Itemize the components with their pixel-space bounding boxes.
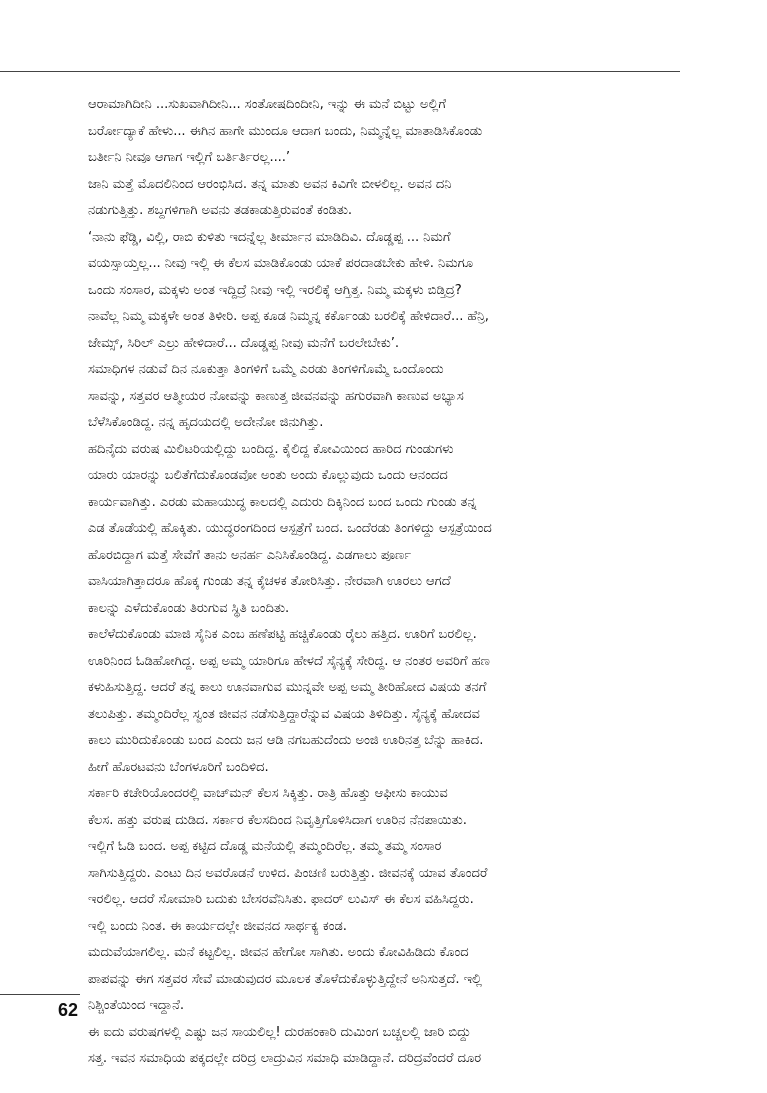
text-line: ‘ನಾನು ಫೆಡ್ಡಿ, ವಿಲ್ಲಿ, ರಾಬಿ ಕುಳಿತು ಇದನ್ನೆಲ್ಲ ತೀರ್ಮಾನ ಮಾಡಿದಿವಿ. ದೊಡ್ಡಪ್ಪ ... ನಿಮಗೆ xyxy=(88,229,451,245)
text-line: ಊರಿನಿಂದ ಓಡಿಹೋಗಿದ್ದ. ಅಪ್ಪ ಅಮ್ಮ ಯಾರಿಗೂ ಹೇಳದೆ ಸೈನ್ಯಕ್ಕೆ ಸೇರಿದ್ದ. ಆ ನಂತರ ಅವರಿಗೆ ಹಣ xyxy=(88,653,490,669)
text-line: ಕಳುಹಿಸುತ್ತಿದ್ದ. ಆದರೆ ತನ್ನ ಕಾಲು ಊನವಾಗುವ ಮುನ್ನವೇ ಅಪ್ಪ ಅಮ್ಮ ತೀರಿಹೋದ ವಿಷಯ ತನಗೆ xyxy=(88,680,487,695)
text-line: ಸತ್ತ. ಇವನ ಸಮಾಧಿಯ ಪಕ್ಕದಲ್ಲೇ ದರಿದ್ರ ಲಾದ್ರುವಿನ ಸಮಾಧಿ ಮಾಡಿದ್ದಾನೆ. ದರಿದ್ರವೆಂದರೆ ದೂರ xyxy=(88,1051,482,1066)
text-line: ವಯಸ್ಸಾಯ್ತಲ್ಲ... ನೀವು ಇಲ್ಲಿ ಈ ಕೆಲಸ ಮಾಡಿಕೊಂಡು ಯಾಕೆ ಪರದಾಡಬೇಕು ಹೇಳಿ. ನಿಮಗೂ xyxy=(88,256,474,271)
text-line: ಹೊರಬಿದ್ದಾಗ ಮತ್ತೆ ಸೇವೆಗೆ ತಾನು ಅನರ್ಹ ಎನಿಸಿಕೊಂಡಿದ್ದ. ಎಡಗಾಲು ಪೂರ್ಣ xyxy=(88,547,412,563)
page-number: 62 xyxy=(58,1000,79,1020)
body-text xyxy=(88,92,684,1073)
text-line: ತಲುಪಿತ್ತು. ತಮ್ಮಂದಿರೆಲ್ಲ ಸ್ವಂತ ಜೀವನ ನಡೆಸುತ್ತಿದ್ದಾರೆನ್ನುವ ವಿಷಯ ತಿಳಿದಿತ್ತು. ಸೈನ್ಯಕ್ಕೆ ಹೋದವ xyxy=(88,706,480,722)
text-line: ನಾವೆಲ್ಲ ನಿಮ್ಮ ಮಕ್ಕಳೇ ಅಂತ ತಿಳೀರಿ. ಅಪ್ಪ ಕೂಡ ನಿಮ್ಮನ್ನ ಕರ್ಕೊಂಡು ಬರಲಿಕ್ಕೆ ಹೇಳಿದಾರೆ... ಹೆನ್ರಿ, xyxy=(88,309,489,324)
text-line: ನಿಶ್ಚಿಂತೆಯಿಂದ ಇದ್ದಾನೆ. xyxy=(88,998,184,1013)
text-line: ಕೆಲಸ. ಹತ್ತು ವರುಷ ದುಡಿದ. ಸರ್ಕಾರ ಕೆಲಸದಿಂದ ನಿವೃತ್ತಿಗೊಳಿಸಿದಾಗ ಊರಿನ ನೆನಪಾಯಿತು. xyxy=(88,812,467,828)
text-line: ಇಲ್ಲಿಗೆ ಓಡಿ ಬಂದ. ಅಪ್ಪ ಕಟ್ಟಿದ ದೊಡ್ಡ ಮನೆಯಲ್ಲಿ ತಮ್ಮಂದಿರೆಲ್ಲ. ತಮ್ಮ ತಮ್ಮ ಸಂಸಾರ xyxy=(88,839,442,854)
text-line: ಹೀಗೆ ಹೊರಟವನು ಬೆಂಗಳೂರಿಗೆ ಬಂದಿಳಿದ. xyxy=(88,759,269,775)
text-line: ಬರ್ರೋದ್ಯಾಕೆ ಹೇಳು... ಈಗಿನ ಹಾಗೇ ಮುಂದೂ ಆದಾಗ ಬಂದು, ನಿಮ್ಮನ್ನೆಲ್ಲ ಮಾತಾಡಿಸಿಕೊಂಡು xyxy=(88,123,483,139)
text-line: ಯಾರು ಯಾರನ್ನು ಬಲಿತೆಗೆದುಕೊಂಡವೋ ಅಂತು ಅಂದು ಕೊಲ್ಲುವುದು ಒಂದು ಆನಂದದ xyxy=(88,468,448,483)
text-line: ಬರ್ತೀನಿ ನೀವೂ ಆಗಾಗ ಇಲ್ಲಿಗೆ ಬರ್ತಿರ್ತಿರಲ್ಲ....’ xyxy=(88,150,290,165)
text-line: ಆರಾಮಾಗಿದೀನಿ ...ಸುಖವಾಗಿದೀನಿ... ಸಂತೋಷದಿಂದೀನಿ, ಇನ್ನು ಈ ಮನೆ ಬಿಟ್ಟು ಅಲ್ಲಿಗೆ xyxy=(88,97,446,112)
text-line: ಕಾಲೆಳೆದುಕೊಂಡು ಮಾಜಿ ಸೈನಿಕ ಎಂಬ ಹಣೆಪಟ್ಟಿ ಹಚ್ಚಿಕೊಂಡು ರೈಲು ಹತ್ತಿದ. ಊರಿಗೆ ಬರಲಿಲ್ಲ. xyxy=(88,627,477,642)
text-line: ವಾಸಿಯಾಗಿತ್ತಾದರೂ ಹೊಕ್ಕ ಗುಂಡು ತನ್ನ ಕೈಚಳಕ ತೋರಿಸಿತ್ತು. ನೇರವಾಗಿ ಊರಲು ಆಗದೆ xyxy=(88,574,451,589)
text-line: ಸಾವನ್ನು, ಸತ್ತವರ ಆತ್ಮೀಯರ ನೋವನ್ನು ಕಾಣುತ್ತ ಜೀವನವನ್ನು ಹಗುರವಾಗಿ ಕಾಣುವ ಅಭ್ಯಾಸ xyxy=(88,388,464,404)
text-line: ಹದಿನೈದು ವರುಷ ಮಿಲಿಟರಿಯಲ್ಲಿದ್ದು ಬಂದಿದ್ದ. ಕೈಲಿದ್ದ ಕೋವಿಯಿಂದ ಹಾರಿದ ಗುಂಡುಗಳು xyxy=(88,441,454,457)
text-line: ಕಾರ್ಯವಾಗಿತ್ತು. ಎರಡು ಮಹಾಯುದ್ಧ ಕಾಲದಲ್ಲಿ ಎದುರು ದಿಕ್ಕಿನಿಂದ ಬಂದ ಒಂದು ಗುಂಡು ತನ್ನ xyxy=(88,494,477,510)
text-line: ಈ ಐದು ವರುಷಗಳಲ್ಲಿ ಎಷ್ಟು ಜನ ಸಾಯಲಿಲ್ಲ! ದುರಹಂಕಾರಿ ದುಮಿಂಗ ಬಚ್ಚಲಲ್ಲಿ ಜಾರಿ ಬಿದ್ದು xyxy=(88,1024,471,1040)
text-line: ನಡುಗುತ್ತಿತ್ತು. ಶಬ್ದಗಳಿಗಾಗಿ ಅವನು ತಡಕಾಡುತ್ತಿರುವಂತೆ ಕಂಡಿತು. xyxy=(88,203,353,218)
text-line: ಮದುವೆಯಾಗಲಿಲ್ಲ. ಮನೆ ಕಟ್ಟಲಿಲ್ಲ. ಜೀವನ ಹೇಗೋ ಸಾಗಿತು. ಅಂದು ಕೋವಿಹಿಡಿದು ಕೊಂದ xyxy=(88,945,469,960)
text-line: ಸರ್ಕಾರಿ ಕಚೇರಿಯೊಂದರಲ್ಲಿ ವಾಚ್‌ಮನ್ ಕೆಲಸ ಸಿಕ್ಕಿತ್ತು. ರಾತ್ರಿ ಹೊತ್ತು ಆಫೀಸು ಕಾಯುವ xyxy=(88,786,448,801)
footer-rule xyxy=(0,994,80,995)
text-line: ಕಾಲನ್ನು ಎಳೆದುಕೊಂಡು ತಿರುಗುವ ಸ್ಥಿತಿ ಬಂದಿತು. xyxy=(88,600,290,616)
text-line: ಜೇಮ್ಸ್, ಸಿರಿಲ್ ಎಲ್ರು ಹೇಳಿದಾರೆ... ದೊಡ್ಡಪ್ಪ ನೀವು ಮನೆಗೆ ಬರಲೇಬೇಕು’. xyxy=(88,335,399,351)
text-line: ಒಂದು ಸಂಸಾರ, ಮಕ್ಕಳು ಅಂತ ಇದ್ದಿದ್ರೆ ನೀವು ಇಲ್ಲಿ ಇರಲಿಕ್ಕೆ ಆಗ್ತಿತ್ತ. ನಿಮ್ಮ ಮಕ್ಕಳು ಬಿಡ್ತಿದ್ರ? xyxy=(88,282,462,298)
text-line: ಬೆಳೆಸಿಕೊಂಡಿದ್ದ. ನನ್ನ ಹೃದಯದಲ್ಲಿ ಅದೇನೋ ಜಿನುಗಿತ್ತು. xyxy=(88,415,324,430)
text-line: ಇಲ್ಲಿ ಬಂದು ನಿಂತ. ಈ ಕಾರ್ಯದಲ್ಲೇ ಜೀವನದ ಸಾರ್ಥಕ್ಯ ಕಂಡ. xyxy=(88,918,347,934)
text-line: ಪಾಪವನ್ನು ಈಗ ಸತ್ತವರ ಸೇವೆ ಮಾಡುವುದರ ಮೂಲಕ ತೊಳೆದುಕೊಳ್ಳುತ್ತಿದ್ದೇನೆ ಅನಿಸುತ್ತದೆ. ಇಲ್ಲಿ xyxy=(88,971,482,987)
text-line: ಸಮಾಧಿಗಳ ನಡುವೆ ದಿನ ನೂಕುತ್ತಾ ತಿಂಗಳಿಗೆ ಒಮ್ಮೆ ಎರಡು ತಿಂಗಳಿಗೊಮ್ಮೆ ಒಂದೊಂದು xyxy=(88,362,444,377)
header-rule xyxy=(0,71,680,72)
text-line: ಸಾಗಿಸುತ್ತಿದ್ದರು. ಎಂಟು ದಿನ ಅವರೊಡನೆ ಉಳಿದ. ಪಿಂಚಣಿ ಬರುತ್ತಿತ್ತು. ಜೀವನಕ್ಕೆ ಯಾವ ತೊಂದರೆ xyxy=(88,865,488,881)
text-line: ಎಡ ತೊಡೆಯಲ್ಲಿ ಹೊಕ್ಕಿತು. ಯುದ್ಧರಂಗದಿಂದ ಆಸ್ಪತ್ರೆಗೆ ಬಂದ. ಒಂದೆರಡು ತಿಂಗಳಿದ್ದು ಆಸ್ಪತ್ರೆಯಿಂದ xyxy=(88,521,492,536)
text-line: ಕಾಲು ಮುರಿದುಕೊಂಡು ಬಂದ ಎಂದು ಜನ ಆಡಿ ನಗಬಹುದೆಂದು ಅಂಜಿ ಊರಿನತ್ತ ಬೆನ್ನು ಹಾಕಿದ. xyxy=(88,733,484,748)
text-line: ಜಾನಿ ಮತ್ತೆ ಮೊದಲಿನಿಂದ ಆರಂಭಿಸಿದ. ತನ್ನ ಮಾತು ಅವನ ಕಿವಿಗೇ ಬೀಳಲಿಲ್ಲ. ಅವನ ದನಿ xyxy=(88,176,452,192)
text-line: ಇರಲಿಲ್ಲ. ಆದರೆ ಸೋಮಾರಿ ಬದುಕು ಬೇಸರವೆನಿಸಿತು. ಫಾದರ್ ಲುವಿಸ್ ಈ ಕೆಲಸ ವಹಿಸಿದ್ದರು. xyxy=(88,892,474,907)
